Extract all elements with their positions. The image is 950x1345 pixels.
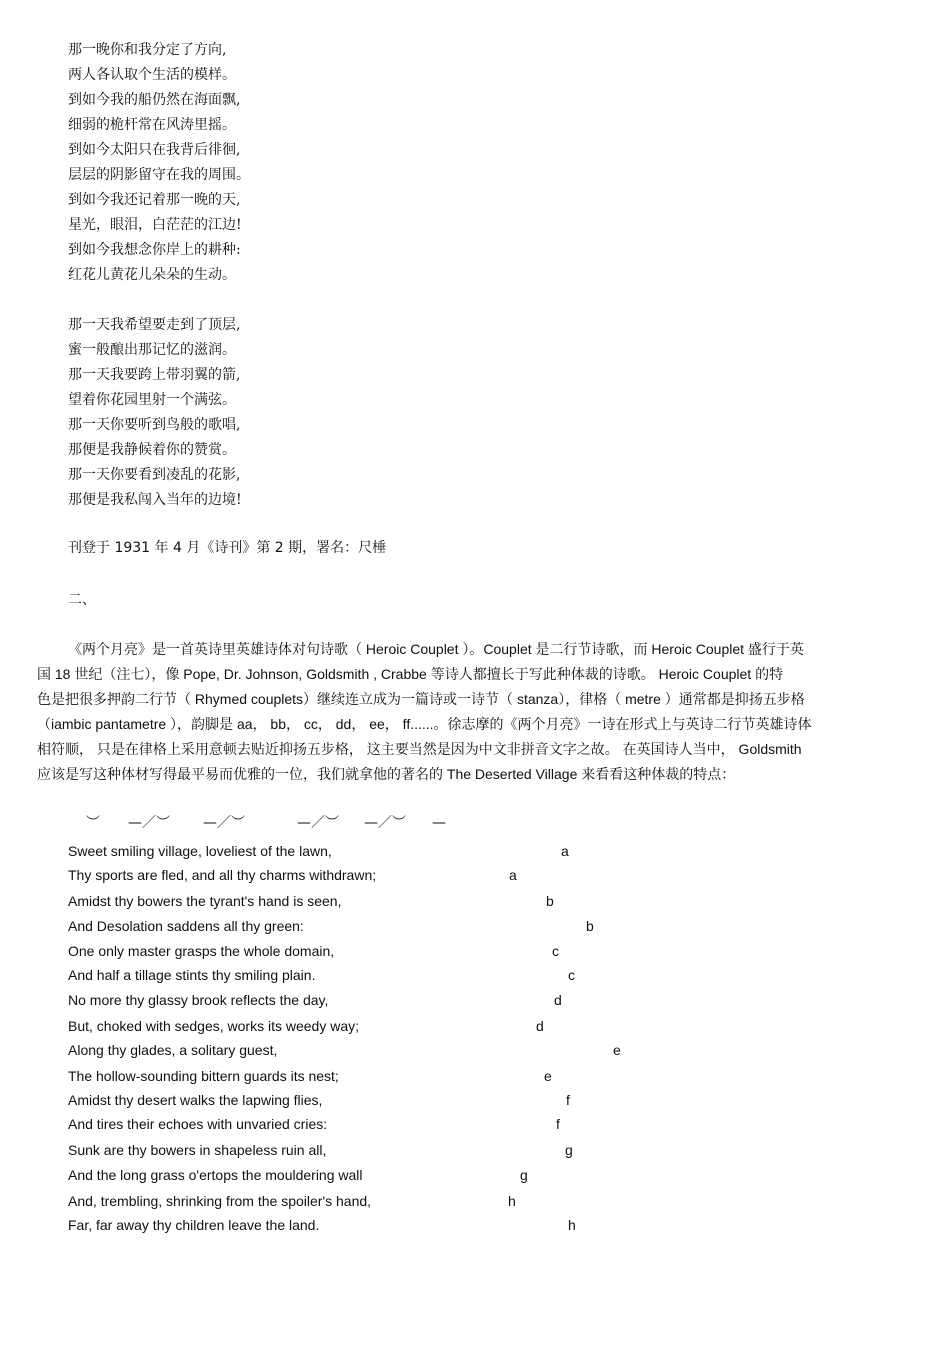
rhyme-letter: c: [568, 967, 575, 983]
poem-line: 星光，眼泪，白茫茫的江边!: [68, 217, 242, 233]
poem-line: 细弱的桅杆常在风涛里摇。: [68, 117, 236, 133]
verse-line: And Desolation saddens all thy green:: [68, 918, 304, 934]
meter-mark: —／︶: [364, 815, 406, 831]
rhyme-letter: e: [613, 1042, 621, 1058]
rhyme-letter: g: [565, 1142, 573, 1158]
verse-line: And the long grass o'ertops the mouldering wall: [68, 1167, 363, 1183]
poem-line: 到如今太阳只在我背后徘徊,: [68, 142, 241, 158]
poem-line: 两人各认取个生活的模样。: [68, 67, 236, 83]
verse-line: The hollow-sounding bittern guards its nest;: [68, 1068, 339, 1084]
verse-line: And half a tillage stints thy smiling plain.: [68, 967, 316, 983]
rhyme-letter: e: [544, 1068, 552, 1084]
rhyme-letter: h: [508, 1193, 516, 1209]
rhyme-letter: b: [586, 918, 594, 934]
meter-mark: —／︶: [297, 815, 339, 831]
verse-line: Along thy glades, a solitary guest,: [68, 1042, 278, 1058]
poem-line: 到如今我的船仍然在海面飘,: [68, 92, 241, 108]
poem-line: 蜜一般酿出那记忆的滋润。: [68, 342, 236, 358]
meter-mark: —／︶: [128, 815, 170, 831]
poem-line: 那便是我静候着你的赞赏。: [68, 442, 236, 458]
meter-mark: —: [432, 815, 446, 831]
meter-mark: —／︶: [203, 815, 245, 831]
rhyme-letter: a: [509, 867, 517, 883]
verse-line: No more thy glassy brook reflects the day,: [68, 992, 329, 1008]
verse-line: And, trembling, shrinking from the spoiler's hand,: [68, 1193, 372, 1209]
poem-line: 层层的阴影留守在我的周围。: [68, 167, 250, 183]
meter-mark: ︶: [86, 815, 100, 831]
verse-line: But, choked with sedges, works its weedy way;: [68, 1018, 360, 1034]
publication-note: 刊登于 1931 年 4 月《诗刊》第 2 期，署名：尺棰: [68, 540, 387, 556]
rhyme-letter: h: [568, 1217, 576, 1233]
verse-line: And tires their echoes with unvaried cries:: [68, 1116, 328, 1132]
poem-line: 那便是我私闯入当年的边境!: [68, 492, 242, 508]
rhyme-letter: f: [556, 1116, 560, 1132]
rhyme-letter: g: [520, 1167, 528, 1183]
paragraph-line: 相符顺， 只是在律格上采用意顿去贴近抑扬五步格， 这主要当然是因为中文非拼音文字之故。 在英国诗人当中， Goldsmith: [37, 741, 802, 757]
rhyme-letter: a: [561, 843, 569, 859]
poem-line: 那一天你要看到凌乱的花影,: [68, 467, 241, 483]
section-heading: 二、: [68, 592, 96, 608]
rhyme-letter: c: [552, 943, 559, 959]
rhyme-letter: d: [554, 992, 562, 1008]
poem-line: 那一晚你和我分定了方向,: [68, 42, 227, 58]
verse-line: Amidst thy bowers the tyrant's hand is seen,: [68, 893, 342, 909]
paragraph-line: 应该是写这种体材写得最平易而优雅的一位，我们就拿他的著名的 The Deserted Village 来看看这种体裁的特点：: [37, 766, 736, 782]
verse-line: Sweet smiling village, loveliest of the lawn,: [68, 843, 332, 859]
verse-line: Sunk are thy bowers in shapeless ruin all,: [68, 1142, 327, 1158]
poem-line: 到如今我想念你岸上的耕种:: [68, 242, 241, 258]
poem-line: 到如今我还记着那一晚的天,: [68, 192, 241, 208]
paragraph-line: 《两个月亮》是一首英诗里英雄诗体对句诗歌（ Heroic Couplet ）。Couplet 是二行节诗歌，而 Heroic Couplet 盛行于英: [68, 641, 804, 657]
paragraph-line: 国 18 世纪（注七），像 Pope, Dr. Johnson, Goldsmith , Crabbe 等诗人都擅长于写此种体裁的诗歌。 Heroic Couplet 的特: [37, 666, 784, 682]
paragraph-line: （iambic pantametre ），韵脚是 aa， bb， cc， dd， ee， ff......。徐志摩的《两个月亮》一诗在形式上与英诗二行节英雄诗体: [37, 716, 812, 732]
rhyme-letter: f: [566, 1092, 570, 1108]
verse-line: Far, far away thy children leave the land.: [68, 1217, 320, 1233]
poem-line: 那一天我希望要走到了顶层,: [68, 317, 241, 333]
verse-line: One only master grasps the whole domain,: [68, 943, 335, 959]
verse-line: Amidst thy desert walks the lapwing flies,: [68, 1092, 323, 1108]
poem-line: 那一天你要听到鸟般的歌唱,: [68, 417, 241, 433]
rhyme-letter: b: [546, 893, 554, 909]
verse-line: Thy sports are fled, and all thy charms withdrawn;: [68, 867, 377, 883]
poem-line: 望着你花园里射一个满弦。: [68, 392, 236, 408]
rhyme-letter: d: [536, 1018, 544, 1034]
poem-line: 那一天我要跨上带羽翼的箭,: [68, 367, 241, 383]
poem-line: 红花儿黄花儿朵朵的生动。: [68, 267, 236, 283]
paragraph-line: 色是把很多押韵二行节（ Rhymed couplets）继续连立成为一篇诗或一诗节（ stanza），律格（ metre ）通常都是抑扬五步格: [37, 691, 805, 707]
